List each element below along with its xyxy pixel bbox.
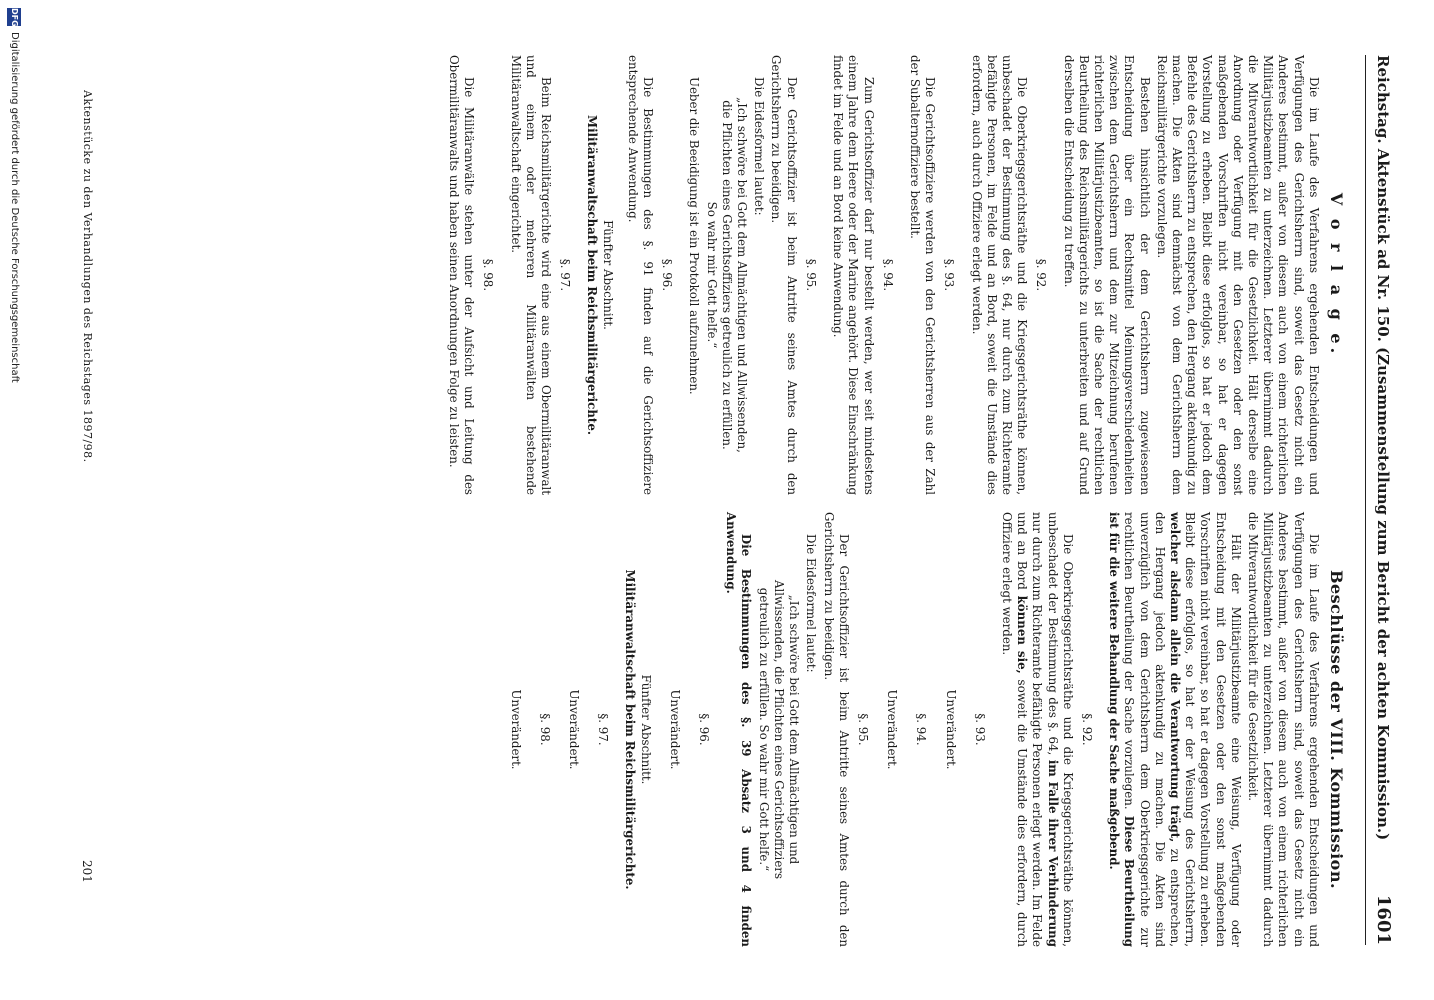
section-93-title-amended: §. 93. (972, 713, 987, 746)
section-98-unchanged: Unverändert. (508, 689, 523, 770)
section-95-amended-b: Die Eidesformel lautet: (804, 534, 819, 673)
chapter-heading-amended: Fünfter Abschnitt. (638, 674, 653, 785)
beschluss-paragraph-2 (1106, 512, 1243, 947)
section-97-unchanged: Unverändert. (567, 689, 582, 770)
section-98-text: Die Militäranwälte stehen unter der Aufsicht und Leitung des Obermilitäranwalts und haben seinen Anordnungen Folge zu leisten. (447, 55, 477, 495)
right-column-heading: Beschlüsse der VIII. Kommission. (1327, 569, 1346, 890)
section-97-title: §. 97. (558, 258, 573, 292)
chapter-heading: Fünfter Abschnitt. (600, 220, 615, 330)
section-93-text: Die Gerichtsoffiziere werden von den Gerichtsherren aus der Zahl der Subalternoffiziere bestellt. (907, 55, 938, 495)
page-header (1366, 55, 1396, 945)
section-96-title: §. 96. (660, 258, 675, 292)
left-column-heading: V o r l a g e. (1327, 192, 1346, 358)
section-95-oath: „Ich schwöre bei Gott dem Allmächtigen und Allwissenden, die Pflichten eines Gerichtsoffiziers getreulich zu erfüllen. So wahr mir Gott helfe.“ (704, 97, 750, 453)
beschluss-paragraph-1: Die im Laufe des Verfahrens ergehenden Entscheidungen und Verfügungen des Gerichtsherrn sind, soweit das Gesetz nicht ein Anderes bestimmt, außer von diesem auch von einem richterlichen Militärjustizbeamten zu unterzeichnen. Letzterer übernimmt dadurch die Mitverantwortlichkeit für die Gesetzlichkeit. (1245, 512, 1321, 947)
digitization-note: Digitalisierung gefördert durch die Deutsche Forschungsgemeinschaft (9, 32, 20, 383)
section-95-text-b: Die Eidesformel lautet: (752, 77, 767, 216)
section-94-title-amended: §. 94. (914, 713, 929, 746)
section-92-amended-a: Die Oberkriegsgerichtsräthe und die Kriegsgerichtsräthe können, unbeschadet der Bestimmung des §. 64, (1045, 512, 1075, 947)
header-rule (1365, 55, 1366, 945)
beschluss-paragraph-2b: zu entsprechen, den Hergang jedoch aktenkundig zu machen. Die Akten sind unverzüglich von dem Gerichtsherrn dem Oberkriegsgerichte zur rechtlichen Beurtheilung der Sache vorzulegen. (1122, 512, 1182, 947)
section-95-text-a: Der Gerichtsoffizier ist beim Antritte seines Amtes durch den Gerichtsherrn zu beeidigen. (769, 55, 799, 495)
section-96-text: Die Bestimmungen des §. 91 finden auf die Gerichtsoffiziere entsprechende Anwendung. (625, 55, 656, 495)
section-95-protocol: Ueber die Beeidigung ist ein Protokoll aufzunehmen. (687, 77, 702, 395)
section-92-amended-b: nur durch zum Richteramte befähigte Personen erlegt werden. Im Felde und an Bord (1015, 512, 1045, 947)
section-95-title: §. 95. (803, 258, 818, 292)
beschluss-emphasis-final: Diese Beurtheilung ist für die weitere Behandlung der Sache maßgebend. (1107, 512, 1137, 947)
chapter-title: Militäranwaltschaft beim Reichsmilitärgerichte. (585, 115, 600, 435)
dfg-logo-icon: DFG (7, 8, 21, 26)
section-92-title: §. 92. (1034, 258, 1049, 292)
section-93-title: §. 93. (942, 258, 957, 292)
section-98-title-amended: §. 98. (537, 713, 552, 746)
right-column-beschluesse (493, 512, 1344, 947)
header-title: Reichstag. Aktenstück ad Nr. 150. (Zusammenstellung zum Bericht der achten Kommission.) (1374, 55, 1392, 841)
section-97-text: Beim Reichsmilitärgerichte wird eine aus einem Obermilitäranwalt und einem oder mehreren Militäranwälten bestehende Militäranwaltschaft eingerichtet. (508, 55, 554, 495)
section-94-text: Zum Gerichtsoffizier darf nur bestellt werden, wer seit mindestens einem Jahre dem Heere oder der Marine angehört. Diese Einschränkung findet im Felde und an Bord keine Anwendung. (831, 55, 876, 495)
section-95-amended-a: Der Gerichtsoffizier ist beim Antritte seines Amtes durch den Gerichtsherrn zu beeidigen. (821, 512, 851, 947)
digitization-strip (4, 0, 22, 1000)
footer-source: Aktenstücke zu den Verhandlungen des Reichstages 1897/98. (81, 90, 94, 463)
section-92-amended-c: soweit die Umstände dies erfordern, durch Offiziere erlegt werden. (999, 512, 1030, 948)
section-95-title-amended: §. 95. (855, 713, 870, 746)
beschluss-paragraph-2a: Hält der Militärjustizbeamte eine Weisung, Verfügung oder Entscheidung mit den Gesetzen oder den sonst maßgebenden Vorschriften nicht vereinbar, so hat er dagegen Vorstellung zu erheben. Bleibt diese erfolglos, so hat er der Weisung des Gerichtsherrn, (1183, 512, 1243, 947)
chapter-title-amended: Militäranwaltschaft beim Reichsmilitärgerichte. (623, 569, 638, 890)
section-93-unchanged: Unverändert. (943, 689, 958, 770)
header-page-number: 1601 (1373, 894, 1394, 945)
section-92-emphasis-can: können sie, (1015, 595, 1030, 674)
section-92-title-amended: §. 92. (1079, 713, 1094, 746)
vorlage-paragraph-2: Bestehen hinsichtlich der dem Gerichtsherrn zugewiesenen Entscheidung über ein Rechtsmittel Meinungsverschiedenheiten zwischen dem Gerichtsherrn und dem zur Mitzeichnung berufenen richterlichen Militärjustizbeamten, so ist die Sache der rechtlichen Beurtheilung des Reichsmilitärgerichts zu unterbreiten und auf Grund derselben die Entscheidung zu treffen. (1061, 55, 1152, 495)
section-97-title-amended: §. 97. (596, 713, 611, 746)
section-96-unchanged: Unverändert. (667, 689, 682, 770)
section-92-text: Die Oberkriegsgerichtsräthe und die Kriegsgerichtsräthe können, unbeschadet der Bestimmung des §. 64, nur durch zum Richteramte befähigte Personen, im Felde und an Bord, soweit die Umstände dies erfordern, auch durch Offiziere erlegt werden. (969, 55, 1030, 495)
beschluss-emphasis-responsibility: welcher alsdann allein die Verantwortung trägt, (1167, 512, 1182, 843)
section-98-title: §. 98. (481, 258, 496, 292)
section-95-amended-final: Die Bestimmungen des §. 39 Absatz 3 und 4 finden Anwendung. (724, 512, 754, 947)
section-95-amended-oath: „Ich schwöre bei Gott dem Allmächtigen und Allwissenden, die Pflichten eines Gerichtsoffiziers getreulich zu erfüllen. So wahr mir Gott helfe.“ (756, 579, 802, 880)
vorlage-paragraph-1: Die im Laufe des Verfahrens ergehenden Entscheidungen und Verfügungen des Gerichtsherrn sind, soweit das Gesetz nicht ein Anderes bestimmt, außer von diesem auch von einem richterlichen Militärjustizbeamten zu unterzeichnen. Letzterer übernimmt dadurch die Mitverantwortlichkeit für die Gesetzlichkeit. Hält derselbe eine Anordnung oder Verfügung mit den Gesetzen oder den sonst maßgebenden Vorschriften nicht vereinbar, so hat er dagegen Vorstellung zu erheben. Bleibt diese erfolglos, so hat er jedoch dem Befehle des Gerichtsherrn zu entsprechen, den Hergang aktenkundig zu machen. Die Akten sind demnächst von dem Gerichtsherrn dem Reichsmilitärgerichte vorzulegen. (1154, 55, 1321, 495)
section-92-text-amended (999, 512, 1075, 947)
left-column-vorlage (444, 55, 1344, 495)
section-94-unchanged: Unverändert. (885, 689, 900, 770)
section-94-title: §. 94. (880, 258, 895, 292)
footer-page-number: 201 (80, 860, 94, 883)
section-96-title-amended: §. 96. (697, 713, 712, 746)
section-92-emphasis-hindrance: im Falle ihrer Verhinderung (1045, 759, 1060, 948)
